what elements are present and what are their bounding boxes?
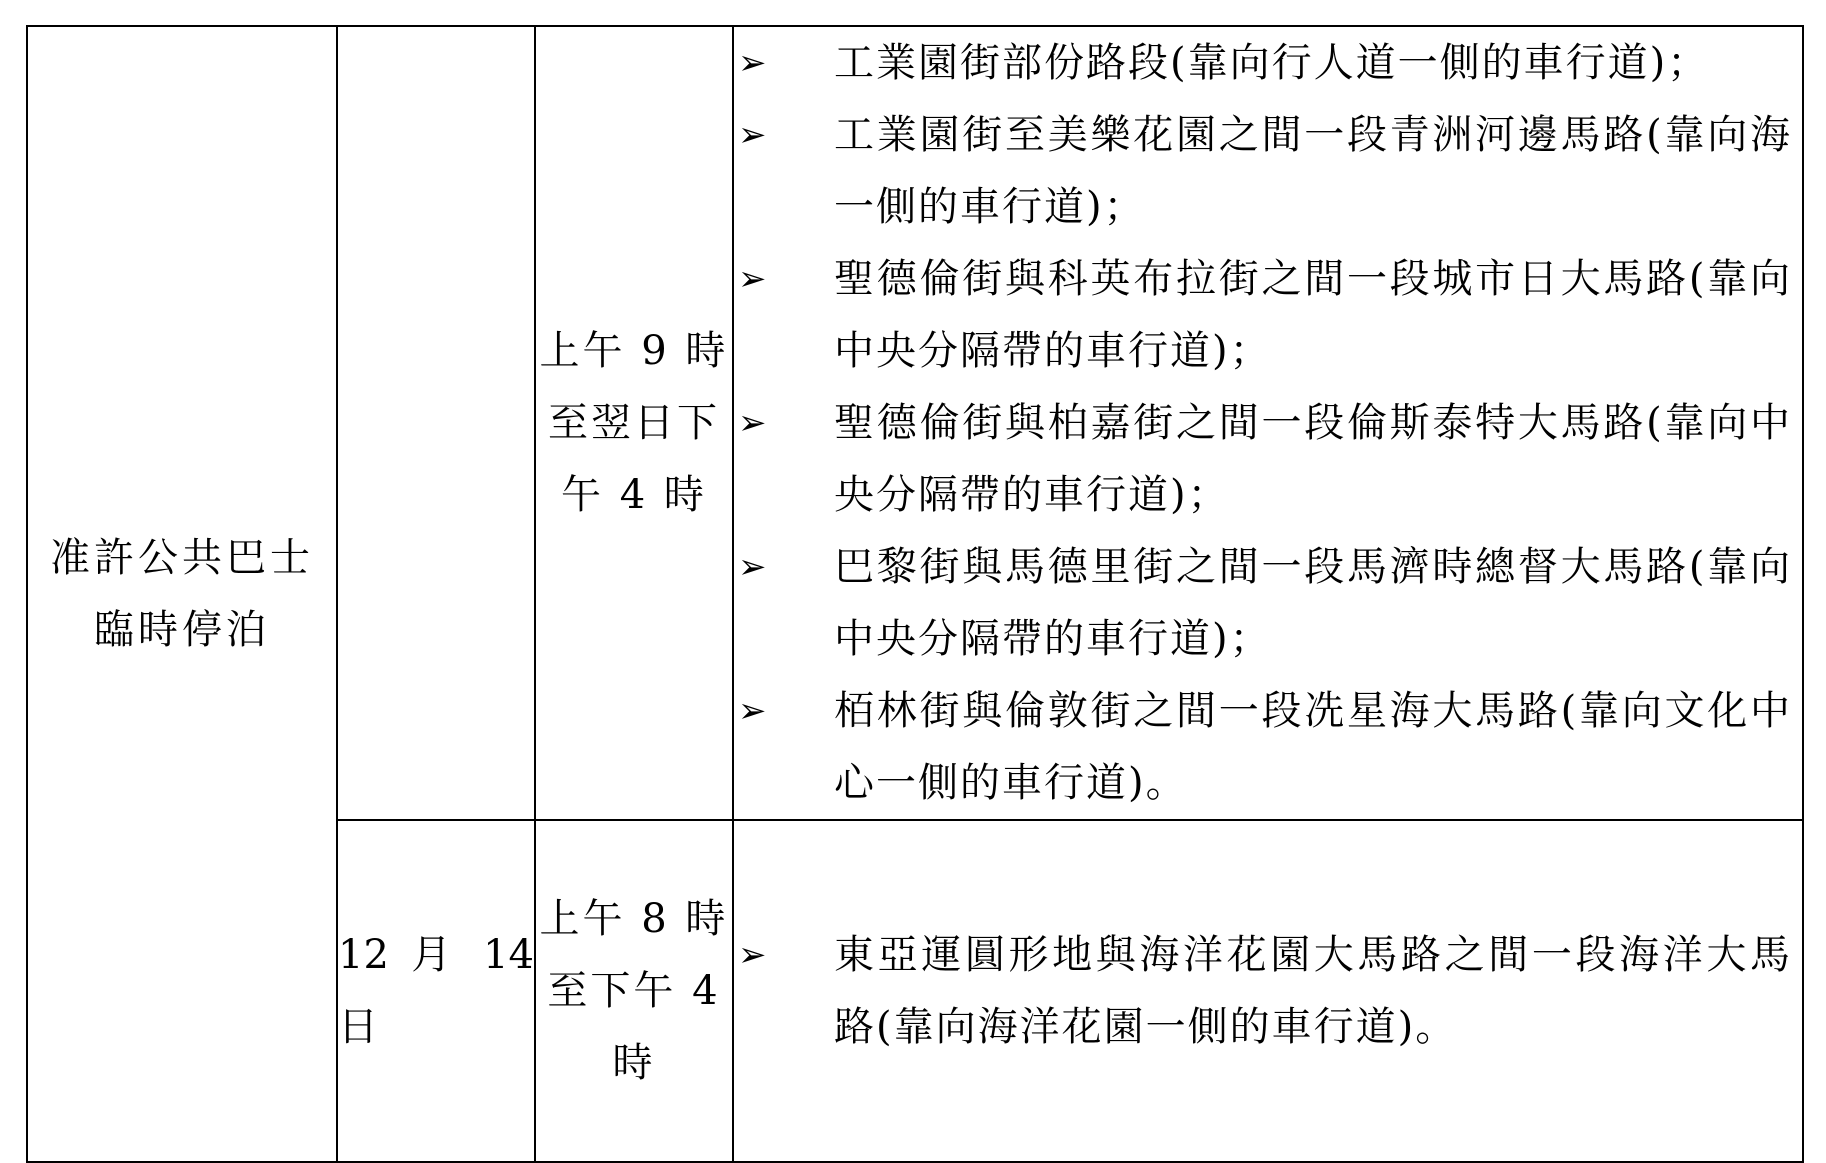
time-line: 時 <box>612 1040 656 1086</box>
route-text: 工業園街部份路段(靠向行人道一側的車行道)； <box>834 40 1710 86</box>
arrow-bullet-icon: ➢ <box>738 691 767 731</box>
route-text: 聖德倫街與柏嘉街之間一段倫斯泰特大馬路(靠向中央分隔帶的車行道)； <box>834 400 1792 518</box>
arrow-bullet-icon: ➢ <box>738 935 767 975</box>
time-line: 至翌日下 <box>548 400 720 446</box>
route-text: 工業園街至美樂花園之間一段青洲河邊馬路(靠向海一側的車行道)； <box>834 112 1792 230</box>
routes-list <box>734 919 1802 1063</box>
category-cell <box>27 26 337 1162</box>
list-item <box>734 27 1802 99</box>
arrow-bullet-icon: ➢ <box>738 115 767 155</box>
date-line: 日 <box>338 1004 378 1050</box>
time-line: 上午 9 時 <box>539 328 729 374</box>
date-cell <box>337 820 535 1162</box>
routes-cell <box>733 820 1803 1162</box>
table-row <box>27 26 1803 820</box>
time-cell <box>535 820 733 1162</box>
category-line-2: 臨時停泊 <box>94 607 270 653</box>
list-item <box>734 675 1802 819</box>
arrow-bullet-icon: ➢ <box>738 547 767 587</box>
arrow-bullet-icon: ➢ <box>738 259 767 299</box>
time-line: 午 4 時 <box>561 472 707 518</box>
list-item <box>734 243 1802 387</box>
routes-cell <box>733 26 1803 820</box>
arrow-bullet-icon: ➢ <box>738 403 767 443</box>
time-line: 至下午 4 <box>547 968 721 1014</box>
list-item <box>734 99 1802 243</box>
time-cell <box>535 26 733 820</box>
list-item <box>734 387 1802 531</box>
route-text: 巴黎街與馬德里街之間一段馬濟時總督大馬路(靠向中央分隔帶的車行道)； <box>834 544 1792 662</box>
list-item <box>734 919 1802 1063</box>
list-item <box>734 531 1802 675</box>
date-cell-empty <box>337 26 535 820</box>
route-text: 栢林街與倫敦街之間一段冼星海大馬路(靠向文化中心一側的車行道)。 <box>834 688 1792 806</box>
arrow-bullet-icon: ➢ <box>738 43 767 83</box>
category-line-1: 准許公共巴士 <box>50 535 314 581</box>
traffic-arrangement-table <box>26 25 1804 1163</box>
date-line: 12 月 14 <box>338 932 534 978</box>
routes-list <box>734 27 1802 819</box>
time-line: 上午 8 時 <box>539 896 729 942</box>
route-text: 東亞運圓形地與海洋花園大馬路之間一段海洋大馬路(靠向海洋花園一側的車行道)。 <box>834 932 1792 1050</box>
route-text: 聖德倫街與科英布拉街之間一段城市日大馬路(靠向中央分隔帶的車行道)； <box>834 256 1792 374</box>
